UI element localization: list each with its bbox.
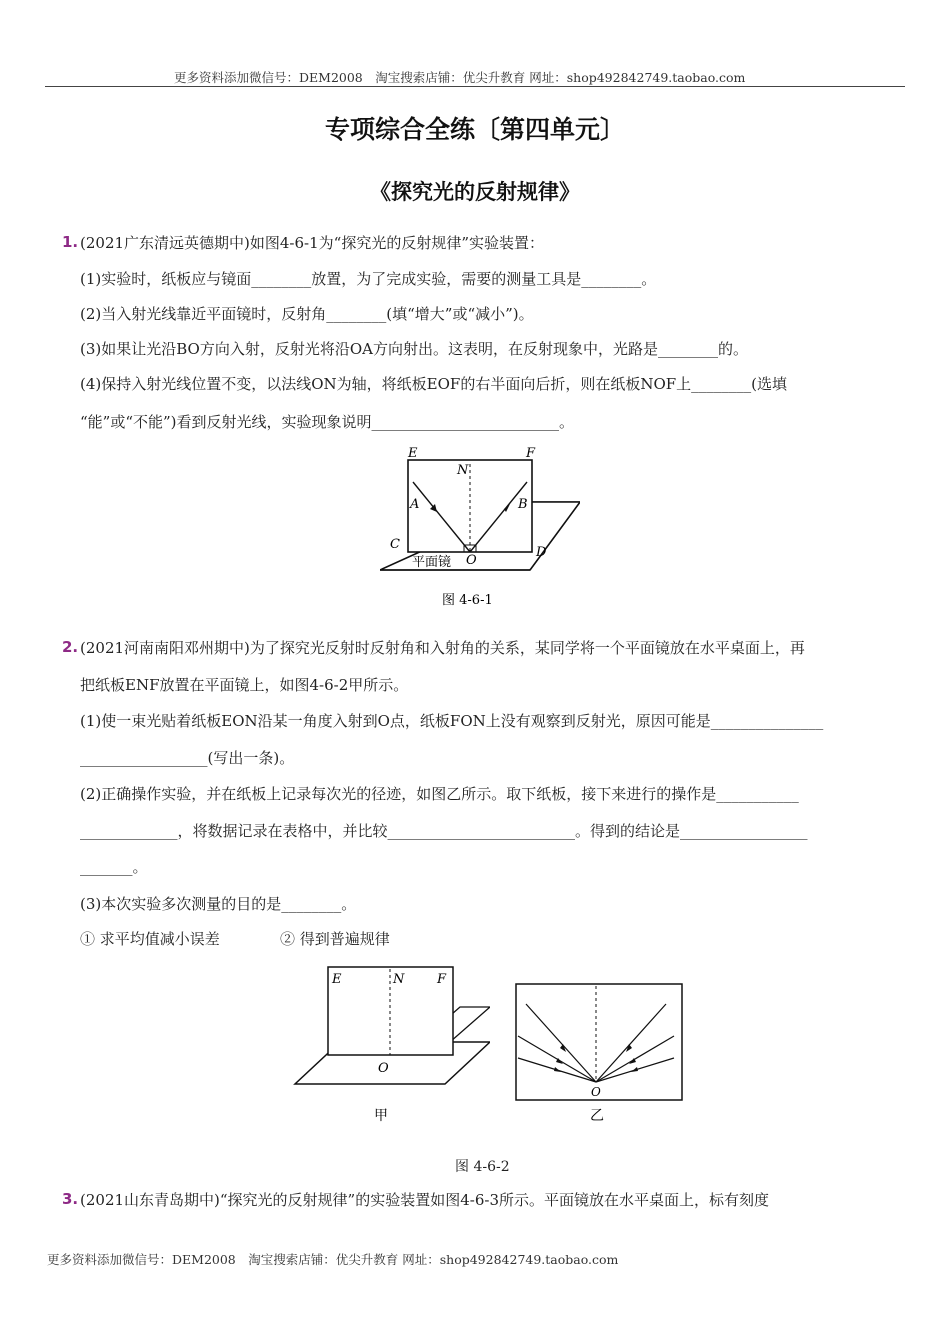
label-yi: 乙: [590, 1108, 604, 1124]
label-O: O: [591, 1085, 601, 1099]
label-E: E: [408, 446, 418, 461]
label-O: O: [466, 553, 477, 568]
label-C: C: [390, 537, 400, 552]
label-O: O: [378, 1061, 389, 1076]
question-part: (1)实验时，纸板应与镜面________放置，为了完成实验，需要的测量工具是________。: [80, 270, 657, 288]
label-A: A: [410, 497, 420, 512]
question-number: 1.: [62, 233, 79, 251]
option-2: ② 得到普遍规律: [280, 930, 390, 948]
question-number: 3.: [62, 1190, 79, 1208]
label-F: F: [526, 446, 536, 461]
figure-caption: 图 4-6-2: [455, 1159, 510, 1175]
figure-caption: 图 4-6-1: [442, 593, 493, 608]
question-part: (1)使一束光贴着纸板EON沿某一角度入射到O点，纸板FON上没有观察到反射光，原因可能是_______________: [80, 712, 824, 730]
figure-4-6-2-yi: [510, 978, 690, 1128]
question-part: (2)正确操作实验，并在纸板上记录每次光的径迹，如图乙所示。取下纸板，接下来进行的操作是___________: [80, 785, 799, 803]
paper-record: [516, 984, 682, 1100]
page-title: 专项综合全练〔第四单元〕: [324, 115, 625, 144]
option-1: ① 求平均值减小误差: [80, 930, 220, 948]
page-header: 更多资料添加微信号：DEM2008 淘宝搜索店铺：优尖升教育 网址：shop492842749.taobao.com: [174, 70, 746, 85]
question-part: _____________，将数据记录在表格中，并比较_________________________。得到的结论是_________________: [80, 822, 808, 840]
question-part: (4)保持入射光线位置不变，以法线ON为轴，将纸板EOF的右半面向后折，则在纸板NOF上________(选填: [80, 375, 788, 393]
question-stem: (2021河南南阳邓州期中)为了探究光反射时反射角和入射角的关系，某同学将一个平面镜放在水平桌面上，再: [80, 639, 805, 657]
label-E: E: [332, 972, 342, 987]
question-part: “能”或“不能”)看到反射光线，实验现象说明_________________________。: [80, 413, 575, 431]
question-stem: (2021山东青岛期中)“探究光的反射规律”的实验装置如图4-6-3所示。平面镜放在水平桌面上，标有刻度: [80, 1191, 769, 1209]
label-mirror: 平面镜: [412, 555, 452, 570]
question-number: 2.: [62, 638, 79, 656]
figure-4-6-2-jia: [290, 962, 490, 1130]
label-D: D: [536, 545, 547, 560]
page-footer: 更多资料添加微信号：DEM2008 淘宝搜索店铺：优尖升教育 网址：shop492842749.taobao.com: [47, 1252, 619, 1267]
figure-4-6-1: [380, 442, 580, 614]
label-N: N: [457, 463, 469, 478]
question-stem: (2021广东清远英德期中)如图4-6-1为“探究光的反射规律”实验装置：: [80, 234, 544, 252]
label-B: B: [518, 497, 528, 512]
label-N: N: [393, 972, 405, 987]
label-F: F: [437, 972, 447, 987]
question-part: _______。: [80, 858, 148, 876]
page-subtitle: 《探究光的反射规律》: [370, 180, 580, 204]
question-part: _________________(写出一条)。: [80, 749, 295, 767]
label-jia: 甲: [374, 1108, 388, 1124]
question-stem: 把纸板ENF放置在平面镜上，如图4-6-2甲所示。: [80, 676, 409, 694]
question-part: (2)当入射光线靠近平面镜时，反射角________(填“增大”或“减小”)。: [80, 305, 534, 323]
header-rule: [45, 86, 905, 87]
question-part: (3)如果让光沿BO方向入射，反射光将沿OA方向射出。这表明，在反射现象中，光路是________的。: [80, 340, 748, 358]
question-part: (3)本次实验多次测量的目的是________。: [80, 895, 357, 913]
